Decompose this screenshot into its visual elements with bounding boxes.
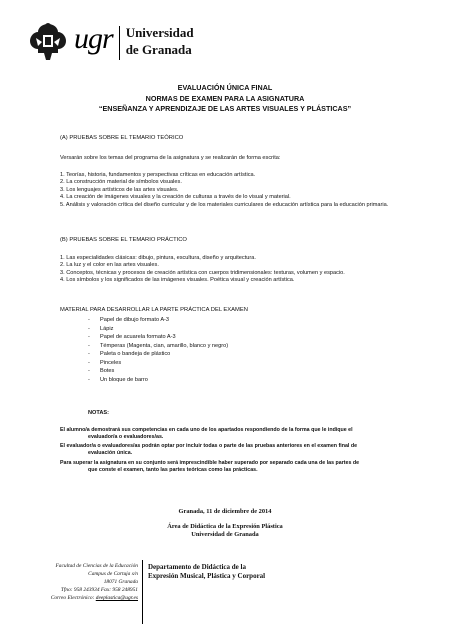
section-a-heading: (A) PRUEBAS SOBRE EL TEMARIO TEÓRICO (60, 135, 184, 141)
title-line1: EVALUACIÓN ÚNICA FINAL (177, 83, 273, 92)
list-item: - Papel de acuarela formato A-3 (88, 333, 228, 342)
note-2 (60, 443, 410, 457)
list-item: - Lápiz (88, 325, 228, 334)
footer-city: 18071 Granada (103, 579, 138, 585)
note-1-line2: evaluador/a o evaluadores/as. (88, 434, 164, 440)
footer-email-row (30, 594, 138, 602)
list-item: 3. Los lenguajes artísticos de las artes visuales. (60, 186, 179, 193)
brand-divider (119, 26, 120, 60)
footer-faculty: Facultad de Ciencias de la Educación (55, 563, 138, 569)
university-name-line2: de Granada (125, 42, 192, 57)
list-item: 3. Conceptos, técnicas y procesos de creación artística con cuerpos tridimensionales: texturas, volumen y espacio. (60, 269, 345, 276)
note-3-line2: que conste el examen, tanto las partes teóricas como las prácticas. (88, 467, 258, 473)
note-1 (60, 427, 410, 441)
notes-heading: NOTAS: (88, 410, 110, 416)
signature-university: Universidad de Granada (191, 531, 259, 538)
note-3 (60, 460, 410, 474)
list-item: 4. Los símbolos y los significados de las imágenes visuales. Poética visual y creación artística. (60, 277, 295, 284)
title-line2: NORMAS DE EXAMEN PARA LA ASIGNATURA (145, 93, 305, 103)
university-name-line1: Universidad (125, 25, 194, 40)
list-item: - Un bloque de barro (88, 376, 228, 385)
list-item: 4. La creación de imágenes visuales y la creación de culturas a través de lo visual y material. (60, 194, 291, 201)
footer-campus: Campus de Cartuja s/n (88, 571, 138, 577)
list-item: 1. Las especialidades clásicas: dibujo, pintura, escultura, diseño y arquitectura. (60, 255, 256, 261)
footer-email-label: Correo Electrónico: (50, 595, 95, 601)
section-a-intro: Versarán sobre los temas del programa de la asignatura y se realizarán de forma escrita: (60, 155, 281, 161)
university-crest-logo (26, 20, 70, 64)
signature-date: Granada, 11 de diciembre de 2014 (178, 508, 272, 515)
footer-phone-fax: Tfno: 958 243934 Fax: 958 248951 (60, 587, 138, 593)
ugr-logotype: ugr (74, 22, 113, 55)
section-b-heading: (B) PRUEBAS SOBRE EL TEMARIO PRÁCTICO (60, 237, 187, 243)
list-item: - Papel de dibujo formato A-3 (88, 316, 228, 325)
signature-area: Área de Didáctica de la Expresión Plástica (167, 523, 283, 530)
list-item: 2. La construcción material de símbolos visuales. (60, 179, 182, 186)
document-title (0, 83, 450, 115)
university-brand (74, 24, 194, 60)
department-line1: Departamento de Didáctica de la (148, 563, 246, 571)
list-item: 2. La luz y el color en las artes visuales. (60, 262, 159, 269)
note-1-line1: El alumno/a demostrará sus competencias en cada uno de los apartados respondiendo de la forma que le indique el (60, 427, 353, 433)
materials-list (88, 316, 228, 384)
note-2-line2: evaluación única. (88, 450, 133, 456)
footer-department (148, 563, 265, 581)
section-a-list (60, 172, 405, 209)
note-3-line1: Para superar la asignatura en su conjunto será imprescindible haber superado por separado cada una de las partes de (60, 460, 360, 466)
list-item: - Pinceles (88, 359, 228, 368)
footer-address (30, 562, 138, 602)
list-item: 1. Teorías, historia, fundamentos y perspectivas críticas en educación artística. (60, 172, 256, 178)
title-line3: “ENSEÑANZA Y APRENDIZAJE DE LAS ARTES VISUALES Y PLÁSTICAS” (98, 104, 352, 113)
list-item: - Botes (88, 367, 228, 376)
list-item: - Témperas (Magenta, cian, amarillo, blanco y negro) (88, 342, 228, 351)
footer-divider (142, 560, 143, 624)
list-item: - Paleta o bandeja de plástico (88, 350, 228, 359)
footer-email-link[interactable]: deeplastica@ugr.es (95, 595, 138, 601)
list-item: 5. Análisis y valoración crítica del diseño curricular y de los materiales curriculares de educación artística para la educación primaria. (60, 201, 389, 208)
section-b-list (60, 255, 405, 285)
note-2-line1: El evaluador/a o evaluadores/as podrán optar por incluir todas o parte de las pruebas anteriores en el examen final de (60, 443, 358, 449)
materials-heading: MATERIAL PARA DESARROLLAR LA PARTE PRÁCTICA DEL EXAMEN (60, 307, 248, 313)
department-line2: Expresión Musical, Plástica y Corporal (148, 572, 266, 580)
